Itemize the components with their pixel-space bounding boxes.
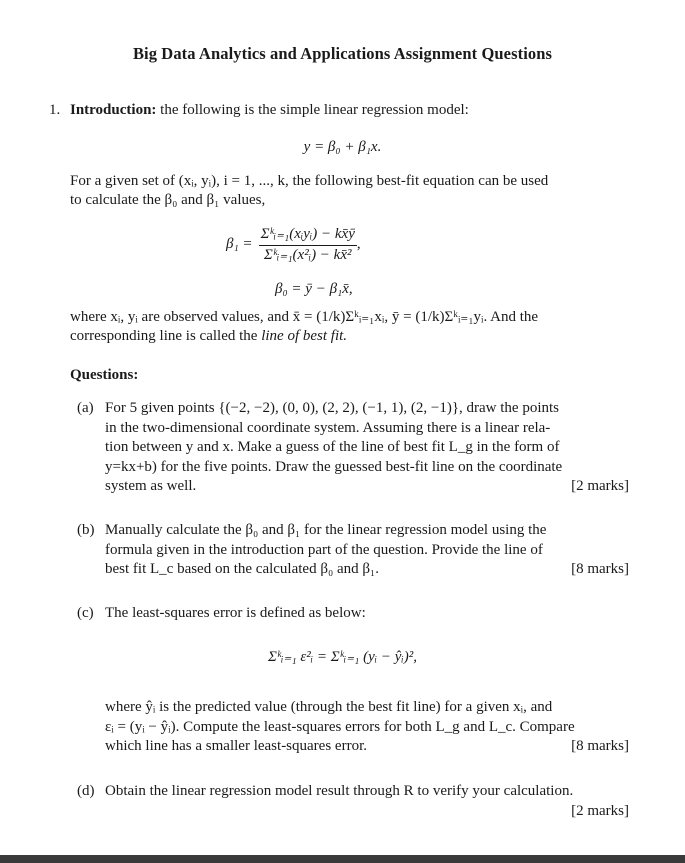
intro-heading: Introduction: (70, 102, 157, 118)
question-number-label: 1. (49, 102, 61, 118)
part-a-body (105, 399, 629, 497)
part-b-last-line (105, 560, 629, 580)
part-a-line: in the two-dimensional coordinate system. Assuming there is a linear rela- (105, 419, 551, 436)
intro-line (70, 101, 469, 121)
model-equation (0, 138, 685, 158)
part-d-line: Obtain the linear regression model result through R to verify your calculation. (105, 783, 574, 799)
part-c-intro: The least-squares error is defined as below: (105, 605, 366, 621)
part-b-line: Manually calculate the β₀ and β₁ for the linear regression model using the (105, 522, 547, 538)
questions-heading: Questions: (70, 367, 139, 383)
part-c-line: εᵢ = (yᵢ − ŷᵢ). Compute the least-squares errors for both L_g and L_c. Compare (105, 718, 575, 735)
where-line1: where xᵢ, yᵢ are observed values, and x̄ = (1/k)Σᵏᵢ₌₁xᵢ, ȳ = (1/k)Σᵏᵢ₌₁yᵢ. And the (70, 309, 539, 325)
part-b-body (105, 521, 629, 580)
question-number (49, 101, 60, 121)
part-c-line: which line has a smaller least-squares error. (105, 738, 367, 754)
model-equation-text: y = β₀ + β₁x. (303, 139, 382, 155)
least-squares-equation: Σᵏᵢ₌₁ ε²ᵢ = Σᵏᵢ₌₁ (yᵢ − ŷᵢ)², (267, 649, 418, 665)
beta1-denominator: Σᵏᵢ₌₁(x²ᵢ) − kx̄² (263, 246, 352, 263)
line-of-best-fit-term: line of best fit. (261, 328, 348, 344)
part-c-body (105, 698, 629, 757)
beta1-fraction (259, 225, 357, 265)
part-a-last-line (105, 477, 629, 497)
part-b-label: (b) (77, 522, 95, 538)
part-b-line: best fit L_c based on the calculated β₀ and β₁. (105, 561, 379, 577)
part-a-line: For 5 given points {(−2, −2), (0, 0), (2, 2), (−1, 1), (2, −1)}, draw the points (105, 400, 560, 416)
part-c-line: where ŷᵢ is the predicted value (through the best fit line) for a given xᵢ, and (105, 699, 553, 715)
part-a-label: (a) (77, 400, 94, 416)
given-text-line1: For a given set of (xᵢ, yᵢ), i = 1, ..., k, the following best-fit equation can be used (70, 173, 549, 189)
part-c-label: (c) (77, 605, 94, 621)
part-c-last-line (105, 737, 629, 757)
beta0-formula: β₀ = ȳ − β₁x̄, (275, 281, 353, 297)
part-a-marks: [2 marks] (571, 478, 629, 494)
beta1-lhs: β₁ = (226, 236, 253, 253)
part-d-label: (d) (77, 783, 95, 799)
beta1-numerator: Σᵏᵢ₌₁(xᵢyᵢ) − kx̄ȳ (259, 225, 357, 246)
part-b-line: formula given in the introduction part of the question. Provide the line of (105, 541, 543, 558)
intro-text: the following is the simple linear regression model: (160, 102, 469, 118)
where-line2 (70, 327, 347, 347)
part-d-marks: [2 marks] (571, 802, 629, 819)
part-a-line: y=kx+b) for the five points. Draw the guessed best-fit line on the coordinate (105, 458, 563, 475)
given-text-line2: to calculate the β₀ and β₁ values, (70, 192, 266, 208)
part-c-marks: [8 marks] (571, 738, 629, 754)
beta1-formula: β₁ = $\frac{\text{Σᵏᵢ₌₁(xᵢyᵢ) − kx̄ȳ}}{\text{Σᵏᵢ₌₁(x²ᵢ) − kx̄²}}$ , (226, 221, 361, 269)
part-d-body (105, 782, 629, 821)
page-title: Big Data Analytics and Applications Assignment Questions (132, 44, 553, 63)
bottom-scroll-bar[interactable] (0, 855, 685, 863)
where-line2-text: corresponding line is called the (70, 328, 258, 344)
part-b-marks: [8 marks] (571, 561, 629, 577)
part-a-line: system as well. (105, 478, 197, 494)
part-a-line: tion between y and x. Make a guess of the line of best fit L_g in the form of (105, 439, 560, 455)
part-d-marks-line (105, 802, 629, 822)
